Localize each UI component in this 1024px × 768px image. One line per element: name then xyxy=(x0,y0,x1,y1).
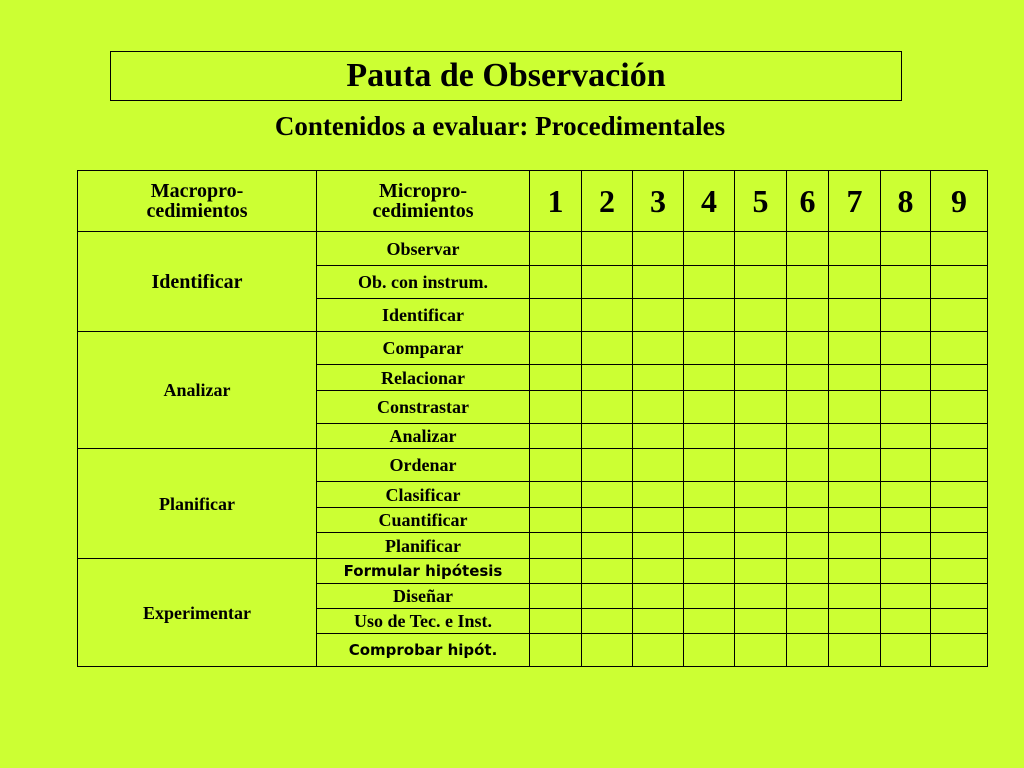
observation-check-cell[interactable] xyxy=(684,299,735,332)
macro-procedure-cell: Planificar xyxy=(78,449,317,559)
observation-check-cell[interactable] xyxy=(684,449,735,482)
observation-check-cell[interactable] xyxy=(787,266,829,299)
observation-check-cell[interactable] xyxy=(881,299,931,332)
observation-check-cell[interactable] xyxy=(735,391,787,424)
observation-check-cell[interactable] xyxy=(931,232,988,266)
observation-check-cell[interactable] xyxy=(931,365,988,391)
table-row xyxy=(78,332,988,365)
micro-procedure-cell: Observar xyxy=(317,232,530,266)
micro-procedure-cell: Cuantificar xyxy=(317,508,530,533)
observation-check-cell[interactable] xyxy=(530,533,582,559)
observation-number-header: 2 xyxy=(582,171,633,232)
observation-grid xyxy=(77,170,988,667)
micro-procedure-cell: Clasificar xyxy=(317,482,530,508)
observation-check-cell[interactable] xyxy=(735,266,787,299)
observation-number-header: 3 xyxy=(633,171,684,232)
observation-number-header: 5 xyxy=(735,171,787,232)
micro-procedure-cell: Comprobar hipót. xyxy=(317,634,530,667)
observation-check-cell[interactable] xyxy=(787,533,829,559)
observation-check-cell[interactable] xyxy=(530,391,582,424)
observation-check-cell[interactable] xyxy=(829,584,881,609)
observation-check-cell[interactable] xyxy=(931,609,988,634)
micro-procedure-cell: Analizar xyxy=(317,424,530,449)
observation-check-cell[interactable] xyxy=(582,584,633,609)
observation-check-cell[interactable] xyxy=(735,449,787,482)
observation-check-cell[interactable] xyxy=(582,332,633,365)
observation-check-cell[interactable] xyxy=(931,533,988,559)
observation-check-cell[interactable] xyxy=(881,332,931,365)
observation-number-header: 8 xyxy=(881,171,931,232)
observation-check-cell[interactable] xyxy=(787,508,829,533)
observation-check-cell[interactable] xyxy=(735,584,787,609)
micro-column-header: Micropro- cedimientos xyxy=(317,171,530,232)
micro-procedure-cell: Diseñar xyxy=(317,584,530,609)
observation-check-cell[interactable] xyxy=(735,533,787,559)
observation-check-cell[interactable] xyxy=(582,482,633,508)
observation-check-cell[interactable] xyxy=(787,482,829,508)
page-title: Pauta de Observación xyxy=(110,51,902,101)
observation-check-cell[interactable] xyxy=(829,299,881,332)
observation-check-cell[interactable] xyxy=(633,424,684,449)
observation-check-cell[interactable] xyxy=(582,391,633,424)
observation-check-cell[interactable] xyxy=(582,508,633,533)
observation-number-header: 1 xyxy=(530,171,582,232)
observation-check-cell[interactable] xyxy=(582,559,633,584)
observation-check-cell[interactable] xyxy=(829,449,881,482)
observation-check-cell[interactable] xyxy=(829,609,881,634)
observation-check-cell[interactable] xyxy=(684,609,735,634)
observation-check-cell[interactable] xyxy=(787,424,829,449)
observation-check-cell[interactable] xyxy=(735,365,787,391)
observation-check-cell[interactable] xyxy=(787,391,829,424)
observation-check-cell[interactable] xyxy=(530,365,582,391)
observation-check-cell[interactable] xyxy=(881,449,931,482)
observation-check-cell[interactable] xyxy=(530,232,582,266)
observation-check-cell[interactable] xyxy=(582,232,633,266)
micro-procedure-cell: Formular hipótesis xyxy=(317,559,530,584)
observation-check-cell[interactable] xyxy=(582,365,633,391)
observation-check-cell[interactable] xyxy=(735,424,787,449)
observation-check-cell[interactable] xyxy=(931,508,988,533)
observation-table xyxy=(77,170,988,667)
page-subtitle: Contenidos a evaluar: Procedimentales xyxy=(274,111,726,141)
observation-check-cell[interactable] xyxy=(931,559,988,584)
observation-check-cell[interactable] xyxy=(684,559,735,584)
observation-check-cell[interactable] xyxy=(829,424,881,449)
observation-check-cell[interactable] xyxy=(931,391,988,424)
observation-check-cell[interactable] xyxy=(829,391,881,424)
observation-check-cell[interactable] xyxy=(931,332,988,365)
observation-check-cell[interactable] xyxy=(530,609,582,634)
observation-check-cell[interactable] xyxy=(684,365,735,391)
macro-procedure-cell: Identificar xyxy=(78,232,317,332)
table-row xyxy=(78,449,988,482)
micro-procedure-cell: Planificar xyxy=(317,533,530,559)
observation-check-cell[interactable] xyxy=(582,449,633,482)
observation-check-cell[interactable] xyxy=(684,332,735,365)
table-body xyxy=(78,171,988,667)
observation-check-cell[interactable] xyxy=(931,424,988,449)
observation-check-cell[interactable] xyxy=(881,232,931,266)
observation-check-cell[interactable] xyxy=(633,266,684,299)
observation-check-cell[interactable] xyxy=(735,299,787,332)
observation-number-header: 6 xyxy=(787,171,829,232)
table-row xyxy=(78,232,988,266)
observation-check-cell[interactable] xyxy=(684,424,735,449)
observation-check-cell[interactable] xyxy=(633,232,684,266)
micro-procedure-cell: Comparar xyxy=(317,332,530,365)
observation-check-cell[interactable] xyxy=(829,232,881,266)
observation-number-header: 7 xyxy=(829,171,881,232)
observation-check-cell[interactable] xyxy=(684,533,735,559)
table-row xyxy=(78,559,988,584)
observation-check-cell[interactable] xyxy=(829,332,881,365)
observation-check-cell[interactable] xyxy=(582,634,633,667)
observation-check-cell[interactable] xyxy=(881,391,931,424)
observation-check-cell[interactable] xyxy=(530,508,582,533)
observation-check-cell[interactable] xyxy=(582,609,633,634)
observation-check-cell[interactable] xyxy=(684,634,735,667)
observation-check-cell[interactable] xyxy=(530,482,582,508)
observation-check-cell[interactable] xyxy=(530,634,582,667)
observation-check-cell[interactable] xyxy=(633,508,684,533)
observation-check-cell[interactable] xyxy=(931,299,988,332)
observation-check-cell[interactable] xyxy=(633,332,684,365)
observation-check-cell[interactable] xyxy=(881,533,931,559)
observation-check-cell[interactable] xyxy=(530,559,582,584)
observation-check-cell[interactable] xyxy=(735,332,787,365)
observation-check-cell[interactable] xyxy=(787,584,829,609)
observation-check-cell[interactable] xyxy=(829,559,881,584)
observation-check-cell[interactable] xyxy=(881,482,931,508)
observation-number-header: 9 xyxy=(931,171,988,232)
observation-check-cell[interactable] xyxy=(881,634,931,667)
macro-procedure-cell: Analizar xyxy=(78,332,317,449)
micro-procedure-cell: Ordenar xyxy=(317,449,530,482)
observation-check-cell[interactable] xyxy=(582,299,633,332)
header-row xyxy=(78,171,988,232)
observation-check-cell[interactable] xyxy=(829,482,881,508)
observation-check-cell[interactable] xyxy=(633,584,684,609)
observation-check-cell[interactable] xyxy=(881,266,931,299)
observation-check-cell[interactable] xyxy=(530,449,582,482)
micro-procedure-cell: Relacionar xyxy=(317,365,530,391)
micro-procedure-cell: Identificar xyxy=(317,299,530,332)
observation-check-cell[interactable] xyxy=(735,508,787,533)
observation-check-cell[interactable] xyxy=(684,391,735,424)
observation-check-cell[interactable] xyxy=(684,232,735,266)
observation-check-cell[interactable] xyxy=(633,609,684,634)
observation-check-cell[interactable] xyxy=(633,449,684,482)
micro-procedure-cell: Uso de Tec. e Inst. xyxy=(317,609,530,634)
observation-check-cell[interactable] xyxy=(530,299,582,332)
observation-check-cell[interactable] xyxy=(787,559,829,584)
observation-check-cell[interactable] xyxy=(633,634,684,667)
micro-procedure-cell: Constrastar xyxy=(317,391,530,424)
observation-check-cell[interactable] xyxy=(735,482,787,508)
observation-check-cell[interactable] xyxy=(787,634,829,667)
observation-check-cell[interactable] xyxy=(684,266,735,299)
observation-check-cell[interactable] xyxy=(829,365,881,391)
observation-check-cell[interactable] xyxy=(735,634,787,667)
observation-check-cell[interactable] xyxy=(829,266,881,299)
observation-check-cell[interactable] xyxy=(787,365,829,391)
observation-check-cell[interactable] xyxy=(633,365,684,391)
observation-check-cell[interactable] xyxy=(684,482,735,508)
observation-check-cell[interactable] xyxy=(735,609,787,634)
macro-column-header: Macropro- cedimientos xyxy=(78,171,317,232)
observation-check-cell[interactable] xyxy=(787,449,829,482)
observation-check-cell[interactable] xyxy=(829,634,881,667)
observation-check-cell[interactable] xyxy=(787,332,829,365)
observation-number-header: 4 xyxy=(684,171,735,232)
observation-check-cell[interactable] xyxy=(881,365,931,391)
observation-check-cell[interactable] xyxy=(530,266,582,299)
observation-check-cell[interactable] xyxy=(931,449,988,482)
observation-check-cell[interactable] xyxy=(829,533,881,559)
observation-check-cell[interactable] xyxy=(787,609,829,634)
observation-check-cell[interactable] xyxy=(530,584,582,609)
observation-check-cell[interactable] xyxy=(931,584,988,609)
observation-check-cell[interactable] xyxy=(633,559,684,584)
observation-check-cell[interactable] xyxy=(829,508,881,533)
observation-check-cell[interactable] xyxy=(787,299,829,332)
observation-check-cell[interactable] xyxy=(582,533,633,559)
observation-check-cell[interactable] xyxy=(530,332,582,365)
observation-check-cell[interactable] xyxy=(881,559,931,584)
observation-check-cell[interactable] xyxy=(582,266,633,299)
observation-check-cell[interactable] xyxy=(787,232,829,266)
observation-check-cell[interactable] xyxy=(582,424,633,449)
observation-check-cell[interactable] xyxy=(633,482,684,508)
observation-check-cell[interactable] xyxy=(881,424,931,449)
observation-check-cell[interactable] xyxy=(931,482,988,508)
observation-check-cell[interactable] xyxy=(633,391,684,424)
observation-check-cell[interactable] xyxy=(931,634,988,667)
micro-procedure-cell: Ob. con instrum. xyxy=(317,266,530,299)
observation-check-cell[interactable] xyxy=(881,508,931,533)
observation-check-cell[interactable] xyxy=(530,424,582,449)
observation-check-cell[interactable] xyxy=(881,584,931,609)
observation-check-cell[interactable] xyxy=(684,584,735,609)
observation-check-cell[interactable] xyxy=(684,508,735,533)
observation-check-cell[interactable] xyxy=(881,609,931,634)
observation-check-cell[interactable] xyxy=(633,299,684,332)
observation-check-cell[interactable] xyxy=(931,266,988,299)
observation-check-cell[interactable] xyxy=(735,559,787,584)
macro-procedure-cell: Experimentar xyxy=(78,559,317,667)
observation-check-cell[interactable] xyxy=(633,533,684,559)
observation-check-cell[interactable] xyxy=(735,232,787,266)
